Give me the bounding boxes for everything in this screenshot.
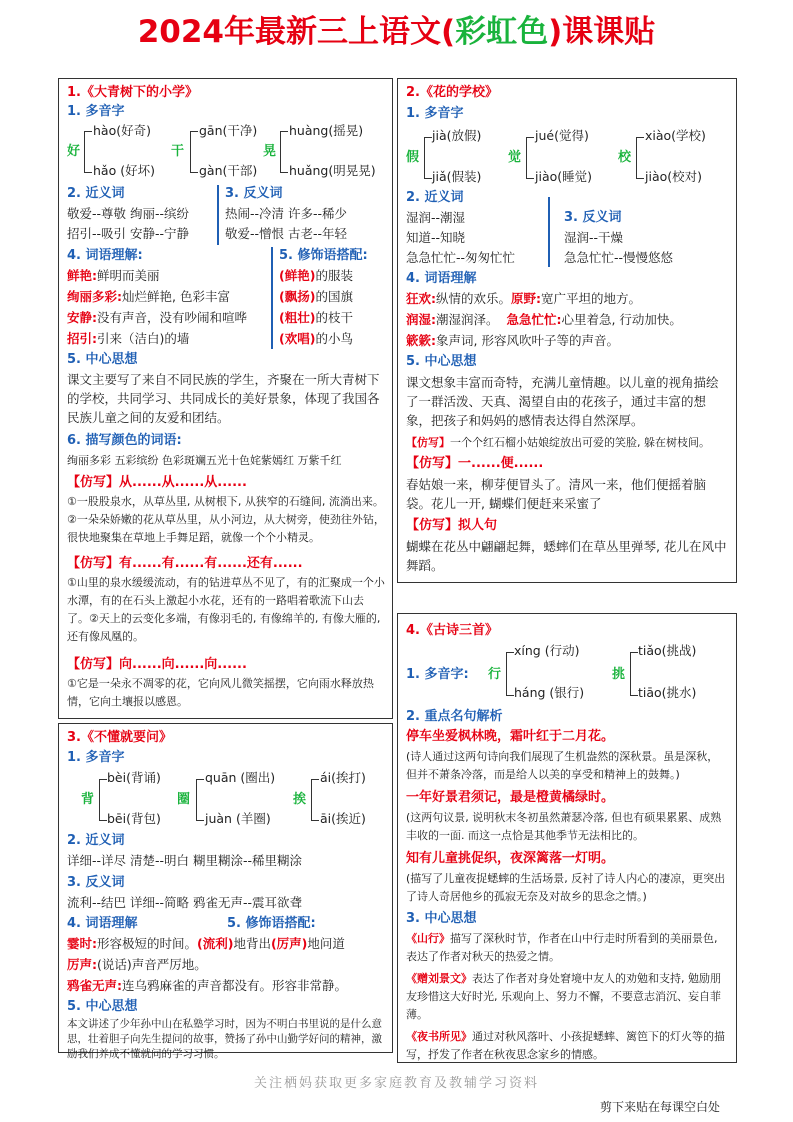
s2-g2-char: 觉 — [508, 150, 522, 165]
footer-instruction: 剪下来贴在每课空白处 — [600, 1100, 721, 1114]
page-title — [0, 6, 793, 51]
divider — [271, 247, 273, 349]
s1-g2-b: gàn(干部) — [199, 163, 258, 178]
bracket — [526, 137, 534, 179]
s1-ci-heading: 4. 词语理解: — [67, 248, 143, 263]
s2-g1-b: jiǎ(假装) — [432, 169, 482, 184]
s4-g2-char: 挑 — [612, 667, 626, 682]
divider — [217, 185, 219, 245]
s2-g3-char: 校 — [618, 150, 632, 165]
s3-jin-text: 详细--详尽 清楚--明白 糊里糊涂--稀里糊涂 — [67, 853, 303, 868]
s2-ci-row: 狂欢:纵情的欢乐。原野:宽广平坦的地方。 — [406, 291, 642, 306]
s4-heading: 4.《古诗三首》 — [406, 623, 498, 638]
s2-g3-a: xiào(学校) — [645, 128, 706, 143]
s3-g3-a: ái(挨打) — [320, 770, 366, 785]
s1-g1-char: 好 — [67, 144, 81, 159]
s3-ci-row: 厉声:(说话)声音严厉地。 — [67, 957, 207, 972]
s1-ys-text: 绚丽多彩 五彩缤纷 色彩斑斓五光十色姹紫嫣红 万紫千红 — [67, 454, 342, 467]
s2-fan-heading: 3. 反义词 — [564, 210, 622, 225]
s2-ci-row: 润湿:潮湿润泽。 急急忙忙:心里着急, 行动加快。 — [406, 312, 682, 327]
s2-jin-heading: 2. 近义词 — [406, 190, 464, 205]
s1-zx-heading: 5. 中心思想 — [67, 352, 138, 367]
bracket — [636, 137, 644, 179]
s3-ci-heading: 4. 词语理解 — [67, 916, 138, 931]
s3-zx-text: 本文讲述了少年孙中山在私塾学习时，因为不明白书里说的是什么意思，壮着胆子向先生提问的故事，赞扬了孙中山勤学好问的精神，激励我们养成不懂就问的学习习惯。 — [67, 1018, 382, 1060]
s1-f2-text: ①山里的泉水缓缓流动，有的钻进草丛不见了，有的汇聚成一个小水潭，有的在石头上激起小水花，还有的一路唱着歌流下山去了。②天上的云变化多端，有像羽毛的, 有像绵羊的, 有像大雁的, 还有像凤凰的。 — [67, 576, 385, 643]
s3-fan-heading: 3. 反义词 — [67, 875, 125, 890]
s4-j1: 停车坐爱枫林晚，霜叶红于二月花。 — [406, 729, 615, 744]
s3-xiu-heading: 5. 修饰语搭配: — [227, 916, 316, 931]
s2-heading: 2.《花的学校》 — [406, 85, 498, 100]
footer-note: 关注栖妈获取更多家庭教育及教辅学习资料 — [253, 1076, 539, 1091]
s1-xiu-item: (粗壮)的枝干 — [279, 310, 353, 325]
s1-f3-text: ①它是一朵永不凋零的花，它向风儿微笑摇摆，它向雨水释放热情，它向土壤报以感恩。 — [67, 677, 374, 708]
s4-g1-b: háng (银行) — [514, 685, 585, 700]
s4-g2-b: tiāo(挑水) — [638, 685, 697, 700]
bracket — [630, 652, 638, 696]
s1-f3-heading: 【仿写】向......向......向...... — [67, 657, 247, 672]
bracket — [99, 779, 107, 821]
s2-duoyin-heading: 1. 多音字 — [406, 106, 464, 121]
s3-g2-a: quān (圈出) — [205, 770, 276, 785]
s4-duoyin-heading: 1. 多音字: — [406, 667, 469, 682]
s1-ci-item: 鲜艳:鲜明而美丽 — [67, 268, 160, 283]
s1-f1-text: ①一股股泉水，从草丛里, 从树根下, 从狭窄的石缝间, 流淌出来。②一朵朵娇嫩的花从草丛里，从小河边，从大树旁，使劲往外钻，很快地聚集在草地上手舞足蹈，就像一个个小精灵。 — [67, 495, 385, 544]
bracket — [424, 137, 432, 179]
s1-g3-b: huǎng(明晃晃) — [289, 163, 376, 178]
s3-g3-b: āi(挨近) — [320, 811, 366, 826]
s1-g2-a: gān(干净) — [199, 123, 258, 138]
s2-g1-a: jià(放假) — [432, 128, 482, 143]
s1-g1-b: hǎo (好坏) — [93, 163, 155, 178]
s2-f3-heading: 【仿写】拟人句 — [406, 518, 498, 533]
s2-fan-2: 急急忙忙--慢慢悠悠 — [564, 250, 674, 265]
s1-heading: 1.《大青树下的小学》 — [67, 85, 198, 100]
s2-jin-2: 知道--知晓 — [406, 230, 466, 245]
bracket — [311, 779, 319, 821]
card-lesson-4 — [397, 613, 737, 1063]
bracket — [196, 779, 204, 821]
s4-jx-heading: 2. 重点名句解析 — [406, 709, 503, 724]
card-lesson-3 — [58, 723, 393, 1060]
s1-g3-char: 晃 — [263, 144, 277, 159]
s1-xiu-item: (飘扬)的国旗 — [279, 289, 353, 304]
s4-j2-desc: (这两句议景, 说明秋末冬初虽然萧瑟冷落, 但也有硕果累累、成熟丰收的一面. 而这一点恰是其他季节无法相比的。 — [406, 811, 722, 842]
card-lesson-2 — [397, 78, 737, 583]
s1-ci-item: 安静:没有声音，没有吵闹和喧哗 — [67, 310, 248, 325]
title-part1: 2024年最新三上语文( — [137, 14, 456, 50]
s2-zx-heading: 5. 中心思想 — [406, 354, 477, 369]
s1-ys-heading: 6. 描写颜色的词语: — [67, 433, 182, 448]
s3-duoyin-heading: 1. 多音字 — [67, 750, 125, 765]
s1-zx-text: 课文主要写了来自不同民族的学生，齐聚在一所大青树下的学校，共同学习、共同成长的美好景象，体现了我国各民族儿童之间的友爱和团结。 — [67, 372, 380, 425]
s4-j1-desc: (诗人通过这两句诗向我们展现了生机盎然的深秋景。虽是深秋，但并不萧条冷落，而是给人以美的享受和精神上的鼓舞。) — [406, 750, 719, 781]
bracket — [190, 131, 198, 173]
s1-f1-heading: 【仿写】从......从......从...... — [67, 475, 247, 490]
s4-p2: 《赠刘景文》表达了作者对身处窘境中友人的劝勉和支持, 勉励朋友珍惜这大好时光, 乐观向上、努力不懈，不要意志消沉、妄自菲薄。 — [406, 972, 721, 1021]
s2-fan-1: 湿润--干燥 — [564, 230, 624, 245]
s1-g2-char: 干 — [171, 144, 185, 159]
s2-f2-text: 春姑娘一来，柳芽便冒头了。清风一来，他们便摇着脑袋。花儿一开, 蝴蝶们便赶来采蜜了 — [406, 477, 707, 511]
s4-p3: 《夜书所见》通过对秋风落叶、小孩捉蟋蟀、篱笆下的灯火等的描写，抒发了作者在秋夜思念家乡的情感。 — [406, 1030, 725, 1061]
s1-f2-heading: 【仿写】有......有......有......还有...... — [67, 556, 303, 571]
s2-zx-text: 课文想象丰富而奇特，充满儿童情趣。以儿童的视角描绘了一群活泼、天真、渴望自由的花孩子，通过丰富的想象，把孩子和妈妈的感情表达得自然深厚。 — [406, 375, 719, 428]
s2-g3-b: jiào(校对) — [645, 169, 703, 184]
s3-jin-heading: 2. 近义词 — [67, 833, 125, 848]
s2-g2-b: jiào(睡觉) — [535, 169, 593, 184]
s1-xiu-item: (鲜艳)的服装 — [279, 268, 353, 283]
s1-fan-heading: 3. 反义词 — [225, 186, 283, 201]
s4-j3: 知有儿童挑促织，夜深篱落一灯明。 — [406, 851, 615, 866]
s3-g3-char: 挨 — [293, 792, 307, 807]
s3-g1-a: bèi(背诵) — [107, 770, 161, 785]
s2-f2-heading: 【仿写】一......便...... — [406, 456, 544, 471]
s2-ci-row: 簌簌:象声词, 形容风吹叶子等的声音。 — [406, 333, 619, 348]
s1-ci-item: 招引:引来（洁白)的墙 — [67, 331, 190, 346]
s2-f1: 【仿写】一个个红石榴小姑娘绽放出可爱的笑脸, 躲在树枝间。 — [406, 436, 710, 449]
bracket — [506, 652, 514, 696]
s1-xiu-item: (欢唱)的小鸟 — [279, 331, 353, 346]
s1-g1-a: hào(好奇) — [93, 123, 151, 138]
s3-g2-char: 圈 — [177, 792, 191, 807]
s1-ci-item: 绚丽多彩:灿烂鲜艳, 色彩丰富 — [67, 289, 230, 304]
s4-j3-desc: (描写了儿童夜捉蟋蟀的生活场景, 反衬了诗人内心的凄凉，更突出了诗人奇居他乡的孤寂无奈及对故乡的思念之情。) — [406, 872, 726, 903]
card-lesson-1 — [58, 78, 393, 719]
s1-fan-1: 热闹--冷清 许多--稀少 — [225, 206, 348, 221]
s1-xiu-heading: 5. 修饰语搭配: — [279, 248, 368, 263]
s3-g1-char: 背 — [81, 792, 95, 807]
s4-g1-char: 行 — [488, 667, 502, 682]
s4-p1: 《山行》描写了深秋时节，作者在山中行走时所看到的美丽景色, 表达了作者对秋天的热爱之情。 — [406, 932, 718, 963]
s4-g1-a: xíng (行动) — [514, 643, 580, 658]
s3-zx-heading: 5. 中心思想 — [67, 999, 138, 1014]
s4-j2: 一年好景君须记，最是橙黄橘绿时。 — [406, 790, 615, 805]
s1-jin-2: 招引--吸引 安静--宁静 — [67, 226, 190, 241]
s1-duoyin-heading: 1. 多音字 — [67, 104, 125, 119]
s2-ci-heading: 4. 词语理解 — [406, 271, 477, 286]
bracket — [84, 131, 92, 173]
s3-g1-b: bēi(背包) — [107, 811, 161, 826]
s3-fan-text: 流利--结巴 详细--简略 鸦雀无声--震耳欲聋 — [67, 895, 303, 910]
divider — [548, 197, 550, 267]
title-part3: )课课贴 — [548, 14, 656, 50]
s2-jin-3: 急急忙忙--匆匆忙忙 — [406, 250, 516, 265]
s2-jin-1: 湿润--潮湿 — [406, 210, 466, 225]
s3-heading: 3.《不懂就要问》 — [67, 730, 172, 745]
s1-g3-a: huàng(摇晃) — [289, 123, 364, 138]
s1-fan-2: 敬爱--憎恨 古老--年轻 — [225, 226, 348, 241]
bracket — [280, 131, 288, 173]
s2-g2-a: jué(觉得) — [535, 128, 589, 143]
s4-zx-heading: 3. 中心思想 — [406, 911, 477, 926]
title-part2: 彩虹色 — [455, 14, 549, 50]
s3-g2-b: juàn (羊圈) — [205, 811, 271, 826]
s2-f3-text: 蝴蝶在花丛中翩翩起舞，蟋蟀们在草丛里弹琴, 花儿在风中舞蹈。 — [406, 539, 727, 573]
s4-g2-a: tiǎo(挑战) — [638, 643, 697, 658]
s3-ci-row: 霎时:形容极短的时间。(流利)地背出(厉声)地问道 — [67, 936, 345, 951]
s2-g1-char: 假 — [406, 150, 420, 165]
s1-jin-heading: 2. 近义词 — [67, 186, 125, 201]
s1-jin-1: 敬爱--尊敬 绚丽--缤纷 — [67, 206, 190, 221]
s3-ci-row: 鸦雀无声:连乌鸦麻雀的声音都没有。形容非常静。 — [67, 978, 348, 993]
